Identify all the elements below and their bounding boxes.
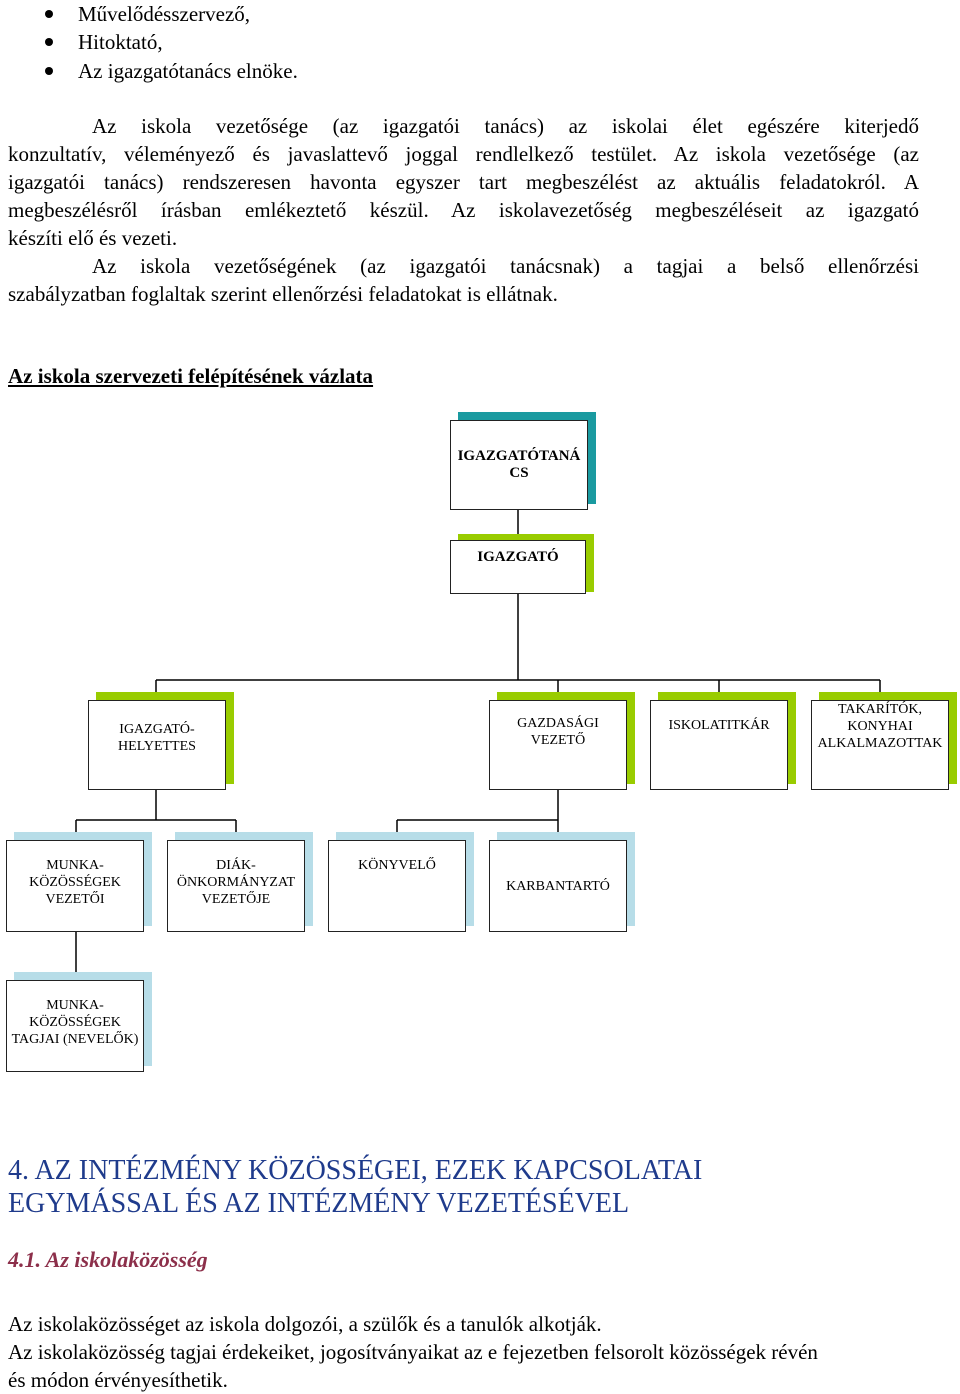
box-konyvelo: KÖNYVELŐ: [328, 840, 466, 932]
org-chart: [0, 400, 960, 1100]
paragraph-members: Az iskolaközösség tagjai érdekeiket, jogosítványaikat az e fejezetben felsorolt közösségek révén és módon érvényesíthetik.: [8, 1340, 818, 1392]
box-igazgatotanacs: IGAZGATÓTANÁ CS: [450, 420, 588, 510]
paragraph-community: Az iskolaközösséget az iskola dolgozói, a szülők és a tanulók alkotják.: [8, 1312, 602, 1336]
box-karbantarto: KARBANTARTÓ: [489, 840, 627, 932]
bullet-dot: [45, 10, 53, 18]
box-munkakozossegek-vezetoi: MUNKA- KÖZÖSSÉGEK VEZETŐI: [6, 840, 144, 932]
box-diakonkormanyzat: DIÁK- ÖNKORMÁNYZAT VEZETŐJE: [167, 840, 305, 932]
box-gazdasagi-vezeto: GAZDASÁGI VEZETŐ: [489, 700, 627, 790]
box-takaritok: TAKARÍTÓK, KONYHAI ALKALMAZOTTAK: [811, 700, 949, 790]
bullet-item: Művelődésszervező,: [78, 0, 250, 28]
subsection-title: 4.1. Az iskolaközösség: [8, 1247, 208, 1272]
bullet-item: Az igazgatótanács elnöke.: [78, 57, 298, 85]
chart-heading: Az iskola szervezeti felépítésének vázlata: [8, 364, 374, 388]
paragraph-leadership: Az iskola vezetősége (az igazgatói tanács) az iskolai élet egészére kiterjedő konzultatív, véleményező és javaslattevő joggal rendlelkező testület. Az iskola vezetősége (az igazgatói tanács) rendszeresen havonta egyszer tart megbeszélést az aktuális feladatokról. A megbeszélésről írásban emlékeztető készül. Az iskolavezetőség megbeszéléseit az igazgató készíti elő és vezeti.: [8, 114, 919, 250]
box-iskolatitkar: ISKOLATITKÁR: [650, 700, 788, 790]
bullet-item: Hitoktató,: [78, 28, 163, 56]
bullet-dot: [45, 38, 53, 46]
bullet-dot: [45, 67, 53, 75]
box-munkakozossegek-tagjai: MUNKA- KÖZÖSSÉGEK TAGJAI (NEVELŐK): [6, 980, 144, 1072]
box-igazgato: IGAZGATÓ: [450, 540, 586, 594]
section-title: 4. AZ INTÉZMÉNY KÖZÖSSÉGEI, EZEK KAPCSOLATAI EGYMÁSSAL ÉS AZ INTÉZMÉNY VEZETÉSÉVEL: [8, 1155, 703, 1219]
box-igazgatohelyettes: IGAZGATÓ- HELYETTES: [88, 700, 226, 790]
paragraph-control: Az iskola vezetőségének (az igazgatói tanácsnak) a tagjai a belső ellenőrzési szabályzatban foglaltak szerint ellenőrzési feladatokat is ellátnak.: [8, 254, 919, 306]
